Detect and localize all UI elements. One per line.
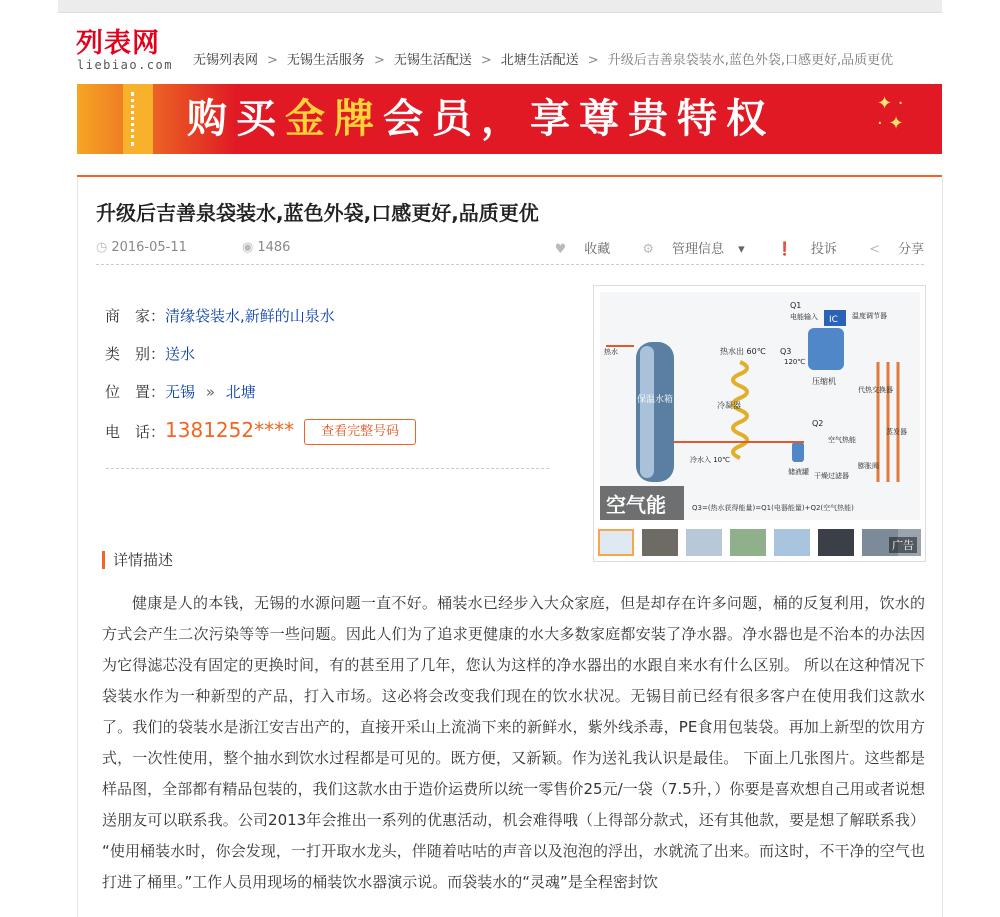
merchant-row [105, 300, 416, 338]
diagram-svg [600, 292, 920, 520]
post-date: ◷ 2016-05-11 [96, 240, 187, 255]
clock-icon: ◷ [96, 240, 108, 255]
breadcrumb-item[interactable]: 北塘生活配送 [500, 53, 579, 68]
caret-down-icon: ▾ [738, 242, 745, 257]
svg-text:压缩机: 压缩机 [812, 377, 836, 386]
merchant-label: 商 家： [105, 307, 166, 325]
svg-text:电能输入: 电能输入 [790, 313, 818, 321]
site-logo[interactable] [76, 28, 176, 72]
svg-text:空气能: 空气能 [606, 493, 666, 517]
phone-label: 电 话： [105, 423, 166, 441]
air-source-heat-pump-diagram[interactable] [600, 292, 920, 520]
breadcrumb-item[interactable]: 无锡生活服务 [286, 53, 365, 68]
eye-icon: ◉ [242, 240, 254, 255]
svg-text:热水出 60℃: 热水出 60℃ [720, 347, 766, 356]
breadcrumb-item[interactable]: 无锡生活配送 [393, 53, 472, 68]
location-label: 位 置： [105, 383, 166, 401]
svg-text:温度调节器: 温度调节器 [852, 312, 887, 320]
thumbnail[interactable] [774, 529, 810, 556]
top-bar [58, 0, 942, 13]
svg-text:空气热能: 空气热能 [828, 436, 856, 444]
info-divider [106, 468, 549, 469]
category-row [105, 338, 416, 376]
vip-banner[interactable] [77, 84, 942, 154]
breadcrumb [193, 49, 893, 68]
banner-sparkles: ✦ · · ✦ [877, 93, 904, 134]
location-city-link[interactable]: 无锡 [165, 383, 196, 401]
section-title: 详情描述 [102, 551, 173, 569]
view-full-number-button[interactable]: 查看完整号码 [304, 419, 416, 445]
breadcrumb-separator: > [373, 53, 385, 68]
breadcrumb-current: 升级后吉善泉袋装水,蓝色外袋,口感更好,品质更优 [607, 53, 894, 68]
thumbnail[interactable] [598, 529, 634, 556]
ad-label: 广告 [889, 537, 917, 553]
location-separator: » [205, 383, 215, 401]
photo-gallery [593, 285, 926, 562]
breadcrumb-separator: > [587, 53, 599, 68]
svg-text:膨胀阀: 膨胀阀 [858, 462, 879, 470]
breadcrumb-item[interactable]: 无锡列表网 [193, 53, 259, 68]
svg-text:冷水入 10℃: 冷水入 10℃ [690, 456, 730, 464]
thumbnail[interactable] [642, 529, 678, 556]
thumbnail[interactable] [730, 529, 766, 556]
thumbnail-strip [598, 529, 921, 557]
info-icon: ❗ [776, 242, 793, 257]
phone-number: 1381252**** [165, 418, 295, 442]
svg-text:Q1: Q1 [790, 301, 802, 310]
svg-text:储液罐: 储液罐 [788, 468, 809, 476]
category-link[interactable]: 送水 [165, 345, 196, 363]
svg-text:保温水箱: 保温水箱 [636, 395, 674, 405]
category-label: 类 别： [105, 345, 166, 363]
article-meta [96, 236, 924, 265]
svg-text:Q3: Q3 [780, 347, 792, 356]
banner-ticket-graphic [123, 84, 153, 154]
svg-text:IC: IC [829, 315, 838, 325]
location-area-link[interactable]: 北塘 [225, 383, 256, 401]
phone-row [105, 414, 416, 452]
merchant-link[interactable]: 清缘袋装水,新鲜的山泉水 [165, 307, 335, 325]
header [76, 28, 942, 74]
svg-text:冷凝器: 冷凝器 [717, 401, 741, 410]
manage-dropdown[interactable]: ⚙ 管理信息 ▾ [642, 242, 745, 257]
svg-text:Q2: Q2 [812, 419, 824, 428]
breadcrumb-separator: > [267, 53, 278, 68]
logo-text: 列表网 [76, 28, 160, 59]
info-list [105, 300, 416, 452]
article-actions [527, 238, 924, 257]
svg-text:蒸发器: 蒸发器 [886, 428, 907, 436]
banner-text: 购买金牌会员，享尊贵特权 [187, 96, 775, 142]
logo-domain: liebiao.com [77, 58, 173, 72]
description-text: 健康是人的本钱，无锡的水源问题一直不好。桶装水已经步入大众家庭，但是却存在许多问题，桶的反复利用，饮水的方式会产生二次污染等等一些问题。因此人们为了追求更健康的水大多数家庭都安装了净水器。净水器也是不治本的办法因为它得滤芯没有固定的更换时间，有的甚至用了几年，您认为这样的净水器出的水跟自来水有什么区别。 所以在这种情况下袋装水作为一种新型的产品，打入市场。这必将会改变我们现在的饮水状况。无锡目前已经有很多客户在使用我们这款水了。我们的袋装水是浙江安吉出产的，直接开采山上流淌下来的新鲜水，紫外线杀毒，PE食用包装袋。再加上新型的饮用方式，一次性使用，整个抽水到饮水过程都是可见的。既方便，又新颖。作为送礼我认识是最佳。 下面上几张图片。这些都是样品图，全部都有精品包装的，我们这款水由于造价运费所以统一零售价25元/一袋（7.5升，）你要是喜欢想自己用或者说想送朋友可以联系我。公司2013年会推出一系列的优惠活动，机会难得哦（上得部分款式，还有其他款，要是想了解联系我） “使用桶装水时，你会发现，一打开取水龙头，伴随着咕咕的声音以及泡泡的浮出，水就流了出来。而这时，不干净的空气也打进了桶里。”工作人员用现场的桶装饮水器演示说。而袋装水的“灵魂”是全程密封饮 [102, 594, 925, 891]
thumbnail[interactable] [686, 529, 722, 556]
share-icon: < [869, 242, 880, 257]
page-title: 升级后吉善泉袋装水,蓝色外袋,口感更好,品质更优 [96, 201, 539, 225]
svg-text:干燥过滤器: 干燥过滤器 [814, 472, 849, 480]
location-row [105, 376, 416, 414]
favorite-button[interactable]: ♥ 收藏 [554, 242, 611, 257]
gear-icon: ⚙ [642, 242, 655, 257]
breadcrumb-separator: > [480, 53, 492, 68]
thumbnail[interactable] [818, 529, 854, 556]
svg-text:热水: 热水 [604, 348, 618, 356]
report-button[interactable]: ❗ 投诉 [776, 242, 837, 257]
svg-text:代热交换器: 代热交换器 [858, 386, 893, 394]
view-count: ◉ 1486 [242, 240, 291, 255]
svg-text:120℃: 120℃ [784, 358, 806, 366]
svg-text:Q3=(热水获得能量)=Q1(电器能量)+Q2(空气热能): Q3=(热水获得能量)=Q1(电器能量)+Q2(空气热能) [692, 504, 854, 512]
share-button[interactable]: < 分享 [869, 242, 924, 257]
heart-icon: ♥ [554, 242, 567, 257]
